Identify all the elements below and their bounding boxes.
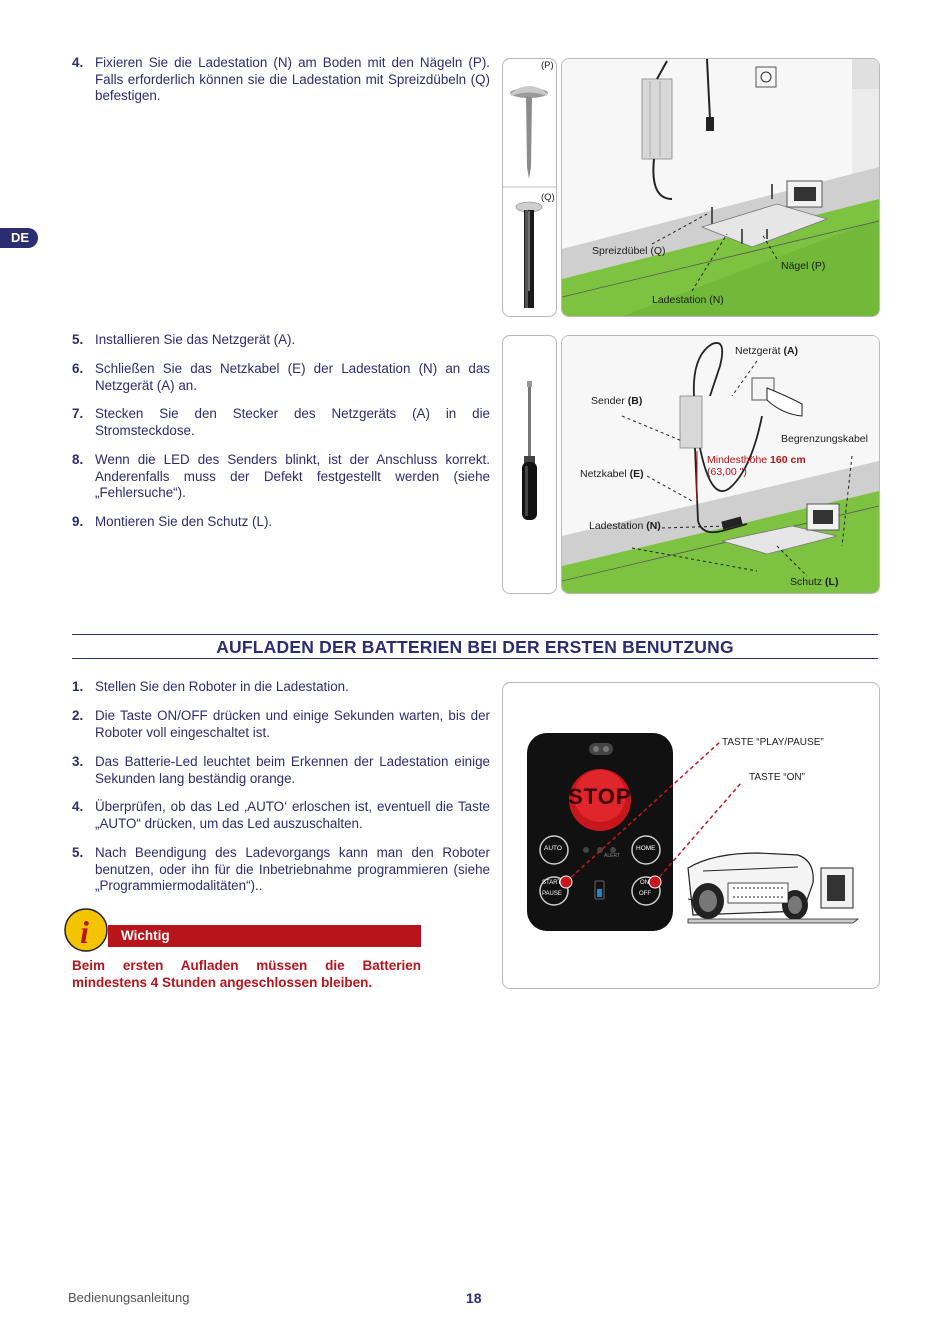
step-number: 5. xyxy=(72,845,84,860)
heading-rule-top xyxy=(72,634,878,635)
callout-sender: Sender (B) xyxy=(591,395,643,407)
auto-button[interactable]: AUTO xyxy=(544,845,562,852)
figure-nails-panel xyxy=(502,58,557,317)
step-text: Wenn die LED des Senders blinkt, ist der Anschluss korrekt. Anderenfalls muss der Defekt festgestellt werden (siehe „Fehlersuche“). xyxy=(95,452,490,500)
step-number: 3. xyxy=(72,754,84,769)
step-number: 1. xyxy=(72,679,84,694)
callout-netzgeraet: Netzgerät (A) xyxy=(735,345,799,357)
home-button[interactable]: HOME xyxy=(636,845,656,852)
figure-station-nails-panel xyxy=(561,58,880,317)
callout-mindesthoehe: Mindesthöhe 160 cm xyxy=(707,454,806,466)
info-icon-glyph: i xyxy=(80,914,89,950)
step-number: 4. xyxy=(72,55,84,70)
step-item xyxy=(72,361,490,394)
heading-rule-bottom xyxy=(72,658,878,659)
callout-mindesthoehe-inch: (63,00 ") xyxy=(707,466,747,478)
pause-button[interactable]: PAUSE xyxy=(542,891,562,897)
step-text: Stellen Sie den Roboter in die Ladestation. xyxy=(95,679,349,694)
callout-naegel: Nägel (P) xyxy=(781,260,826,272)
section-title: AUFLADEN DER BATTERIEN BEI DER ERSTEN BENUTZUNG xyxy=(216,637,734,657)
step-item xyxy=(72,708,490,741)
step-number: 6. xyxy=(72,361,84,376)
callout-spreizduebel: Spreizdübel (Q) xyxy=(592,245,666,257)
label-q: (Q) xyxy=(541,192,555,203)
warning-text: Beim ersten Aufladen müssen die Batterien mindestens 4 Stunden angeschlossen bleiben. xyxy=(72,958,421,990)
stop-button[interactable]: STOP xyxy=(568,784,632,809)
callout-on: TASTE “ON” xyxy=(749,772,805,783)
step-number: 7. xyxy=(72,406,84,421)
step-number: 5. xyxy=(72,332,84,347)
step-item xyxy=(72,406,490,439)
step-item xyxy=(72,452,490,502)
callout-ladestation-n: Ladestation (N) xyxy=(589,520,661,532)
label-p: (P) xyxy=(541,60,554,71)
language-tab: DE xyxy=(0,228,38,248)
step-number: 4. xyxy=(72,799,84,814)
step-item xyxy=(72,514,490,531)
figure-screwdriver-panel xyxy=(502,335,557,594)
step-text: Überprüfen, ob das Led ‚AUTO‘ erloschen ist, eventuell die Taste „AUTO“ drücken, um das Led auszuschalten. xyxy=(95,799,490,831)
on-button[interactable]: ON xyxy=(640,880,649,886)
alert-label: ALERT xyxy=(604,853,621,859)
step-item xyxy=(72,55,490,105)
figure-control-panel xyxy=(502,682,880,989)
robot-control-illustration xyxy=(503,683,879,988)
footer-manual-title: Bedienungsanleitung xyxy=(68,1290,190,1305)
step-text: Montieren Sie den Schutz (L). xyxy=(95,514,273,529)
callout-schutz: Schutz (L) xyxy=(790,576,839,588)
step-item xyxy=(72,799,490,832)
step-number: 2. xyxy=(72,708,84,723)
callout-netzkabel: Netzkabel (E) xyxy=(580,468,644,480)
start-button[interactable]: START xyxy=(542,880,562,886)
nail-dowel-illustration xyxy=(503,59,556,316)
step-number: 9. xyxy=(72,514,84,529)
step-text: Das Batterie-Led leuchtet beim Erkennen der Ladestation einige Sekunden lang beständig orange. xyxy=(95,754,490,786)
step-number: 8. xyxy=(72,452,84,467)
step-item xyxy=(72,332,490,349)
step-item xyxy=(72,845,490,895)
callout-ladestation: Ladestation (N) xyxy=(652,294,724,306)
step-text: Schließen Sie das Netzkabel (E) der Ladestation (N) an das Netzgerät (A) an. xyxy=(95,361,490,393)
step-text: Die Taste ON/OFF drücken und einige Sekunden warten, bis der Roboter voll eingeschaltet ist. xyxy=(95,708,490,740)
info-icon xyxy=(64,906,110,954)
station-install-illustration xyxy=(562,59,879,316)
callout-begrenzungskabel: Begrenzungskabel xyxy=(781,433,868,445)
step-item xyxy=(72,754,490,787)
off-button[interactable]: OFF xyxy=(639,891,651,897)
step-text: Nach Beendigung des Ladevorgangs kann man den Roboter benutzen, oder ihn für die Inbetriebnahme programmieren (siehe „Programmiermodalitäten“).. xyxy=(95,845,490,893)
screwdriver-icon xyxy=(503,336,556,593)
wichtig-bar: Wichtig xyxy=(108,925,421,947)
page-number: 18 xyxy=(466,1290,482,1306)
step-item xyxy=(72,679,490,696)
step-text: Installieren Sie das Netzgerät (A). xyxy=(95,332,296,347)
callout-play-pause: TASTE “PLAY/PAUSE” xyxy=(722,737,824,748)
step-text: Stecken Sie den Stecker des Netzgeräts (A) in die Stromsteckdose. xyxy=(95,406,490,438)
step-text: Fixieren Sie die Ladestation (N) am Boden mit den Nägeln (P). Falls erforderlich können sie die Ladestation mit Spreizdübeln (Q) befestigen. xyxy=(95,55,490,103)
